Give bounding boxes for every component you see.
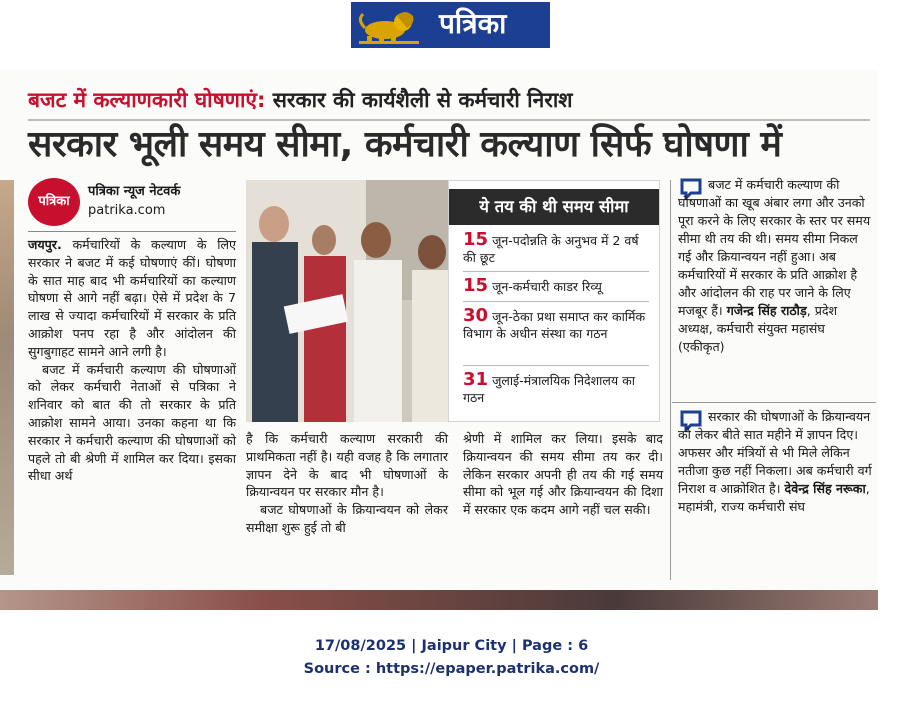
deadline-number: 15 — [463, 229, 489, 250]
quote-1-name: गजेन्द्र सिंह राठौड़ — [726, 303, 807, 318]
column-1-text-1: कर्मचारियों के कल्याण के लिए सरकार ने बजट में कई घोषणाएं कीं। घोषणा के सात माह बाद भी कर्मचारियों का कल्याण घोषणा से आगे नहीं बढ़ा। ऐसे में प्रदेश के 7 लाख से ज्यादा कर्मचारियों में सरकार के प्रति आक्रोश पनप रहा है और आंदोलन की सुगबुगाहट सामने आने लगी है। — [28, 237, 236, 359]
quote-1-text: बजट में कर्मचारी कल्याण की घोषणाओं का खूब अंबार लगा और उनको पूरा करने के लिए सरकार के स्तर पर समय सीमा थी तय की थी। समय सीमा निकल गई और क्रियान्वयन नहीं हुआ। अब कर्मचारियों में सरकार के प्रति आक्रोश है और आंदोलन की राह पर जाने के लिए मजबूर हैं। — [678, 177, 871, 318]
kicker-highlight: बजट में कल्याणकारी घोषणाएं: — [28, 88, 266, 112]
lion-emblem-icon — [357, 6, 427, 44]
patrika-badge: पत्रिका — [28, 178, 80, 226]
deadline-divider — [463, 301, 649, 302]
deadline-box-title: ये तय की थी समय सीमा — [449, 189, 659, 225]
quote-1 — [678, 176, 874, 356]
article-column-1 — [28, 236, 236, 485]
logo-text: पत्रिका — [439, 7, 507, 40]
byline-rule — [28, 231, 236, 232]
article-headline: सरकार भूली समय सीमा, कर्मचारी कल्याण सिर्फ घोषणा में — [28, 124, 782, 165]
deadline-text: जुलाई-मंत्रालयिक निदेशालय का गठन — [463, 373, 635, 405]
quote-2-role: , महामंत्री, राज्य कर्मचारी संघ — [678, 481, 870, 514]
quote-2-name: देवेन्द्र सिंह नरूका — [784, 481, 866, 496]
deadline-item — [463, 231, 655, 266]
article-column-2 — [246, 430, 448, 537]
article-kicker — [28, 86, 573, 114]
footer-date-line: 17/08/2025 | Jaipur City | Page : 6 — [314, 638, 589, 654]
byline-name: पत्रिका न्यूज नेटवर्क — [88, 184, 181, 199]
footer-source-line: Source : https://epaper.patrika.com/ — [303, 661, 600, 677]
deadline-divider — [463, 271, 649, 272]
deadline-item — [463, 371, 655, 406]
column-1-paragraph-1 — [28, 236, 236, 361]
column-3-paragraph-1: श्रेणी में शामिल कर लिया। इसके बाद क्रियान्वयन की समय सीमा तय कर दी। लेकिन सरकार अपनी ही तय की गई समय सीमा को भूल गई और क्रियान्वयन की दिशा में सरकार एक कदम आगे नहीं चल सकी। — [463, 431, 663, 518]
quote-divider-vertical — [670, 180, 671, 580]
deadline-item — [463, 277, 655, 295]
deadline-box — [448, 180, 660, 422]
patrika-logo — [351, 2, 550, 48]
deadline-item — [463, 307, 655, 342]
column-1-paragraph-2: बजट में कर्मचारी कल्याण की घोषणाओं को लेकर कर्मचारी नेताओं से पत्रिका ने शनिवार को बात की तो सरकार के प्रति आक्रोश सामने आया। उनका कहना था कि सरकार ने कर्मचारी कल्याण की घोषणाओं को पहले तो बी श्रेणी में शामिल कर दिया। इसका सीधा अर्थ — [28, 361, 236, 484]
news-clipping — [0, 70, 878, 610]
quote-2-text: सरकार की घोषणाओं के क्रियान्वयन को लेकर बीते सात महीने में ज्ञापन दिए। अफसर और मंत्रियों से भी मिले लेकिन नतीजा कुछ नहीं निकला। अब कर्मचारी वर्ग निराश व आक्रोशित है। — [678, 409, 872, 496]
kicker-rule — [28, 119, 870, 121]
deadline-number: 31 — [463, 369, 489, 390]
kicker-text: सरकार की कार्यशैली से कर्मचारी निराश — [265, 88, 573, 112]
quote-2 — [678, 408, 874, 516]
column-2-paragraph-2: बजट घोषणाओं के क्रियान्वयन को लेकर समीक्षा शुरू हुई तो बी — [246, 502, 448, 535]
deadline-text: जून-कर्मचारी काडर रिव्यू — [492, 279, 602, 294]
deadline-divider — [463, 365, 649, 366]
adjacent-photo-band — [0, 590, 878, 610]
column-2-paragraph-1: है कि कर्मचारी कल्याण सरकारी की प्राथमिकता नहीं है। यही वजह है कि लगातार ज्ञापन देने के बाद भी घोषणाओं के क्रियान्वयन पर सरकार मौन है। — [246, 431, 448, 500]
dateline: जयपुर. — [28, 237, 62, 252]
deadline-text: जून-ठेका प्रथा समाप्त कर कार्मिक विभाग के अधीन संस्था का गठन — [463, 309, 646, 341]
deadline-text: जून-पदोन्नति के अनुभव में 2 वर्ष की छूट — [463, 233, 639, 265]
adjacent-photo-strip — [0, 180, 14, 575]
byline-site: patrika.com — [88, 203, 166, 218]
quote-1-role: , प्रदेश अध्यक्ष, कर्मचारी संयुक्त महासंघ (एकीकृत) — [678, 303, 838, 354]
article-column-3 — [463, 430, 663, 519]
quote-divider-horizontal — [672, 402, 876, 403]
deadline-number: 30 — [463, 305, 489, 326]
deadline-number: 15 — [463, 275, 489, 296]
